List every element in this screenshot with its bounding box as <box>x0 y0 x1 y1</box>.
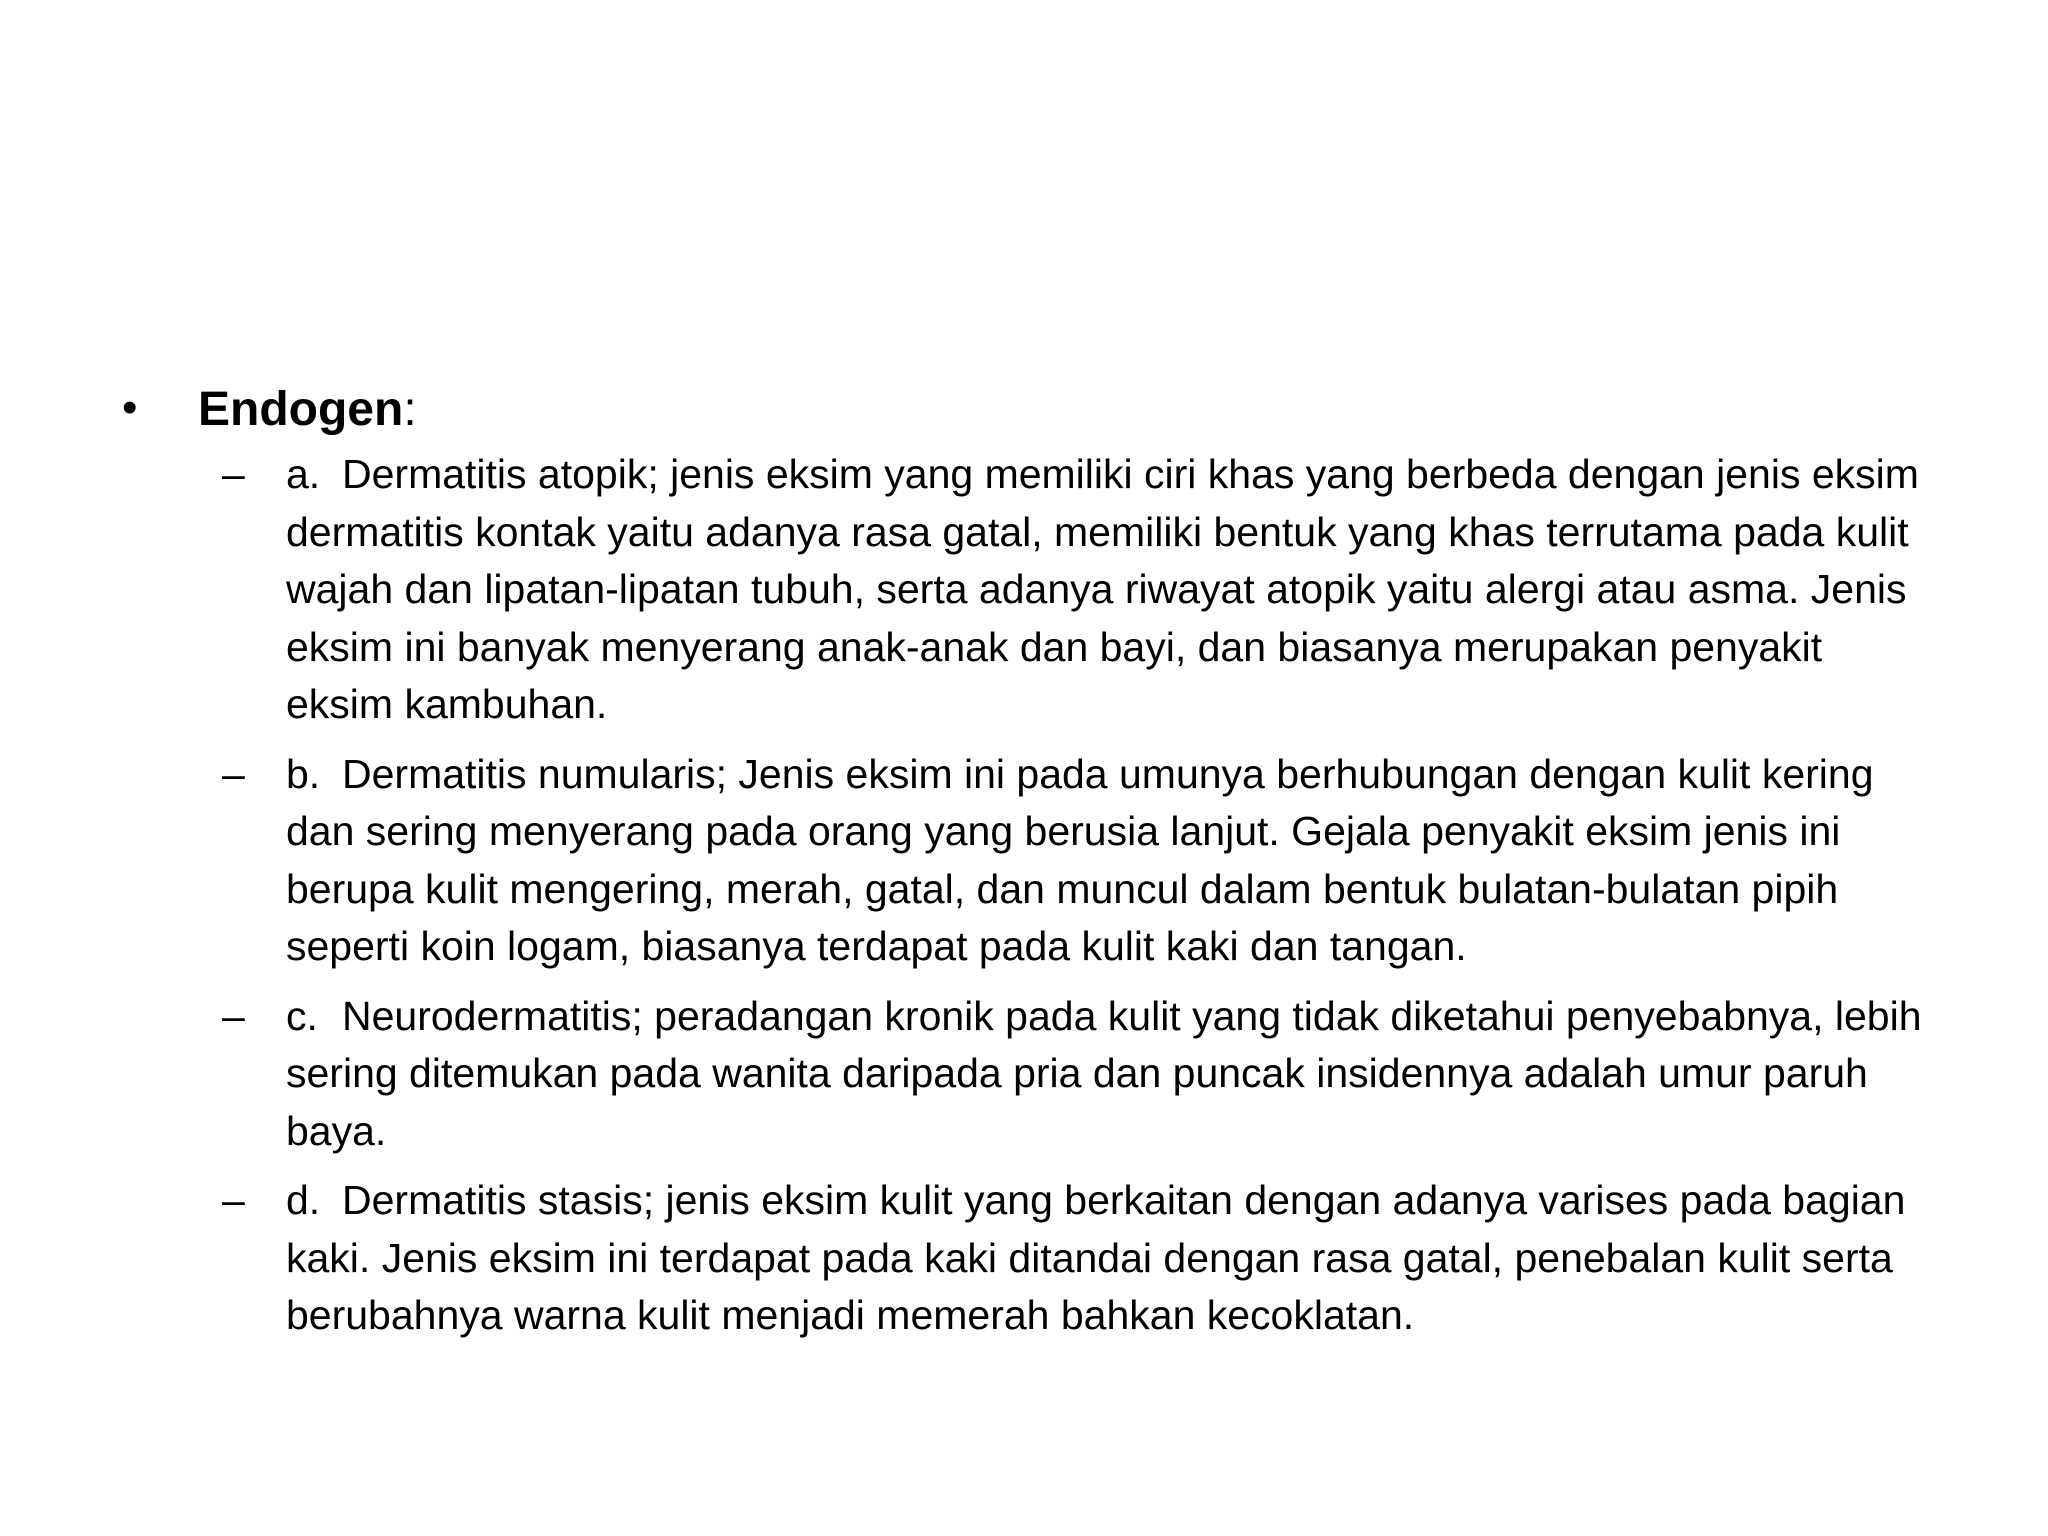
heading-bullet-item <box>120 378 1950 442</box>
heading-title: Endogen <box>198 383 404 436</box>
item-letter: d. <box>286 1177 321 1223</box>
sub-bullet-list <box>120 446 1950 1345</box>
list-item-a <box>120 446 1950 734</box>
item-letter: a. <box>286 451 321 497</box>
slide-content <box>120 378 1950 1361</box>
bullet-icon: • <box>122 383 138 432</box>
item-text: Dermatitis atopik; jenis eksim yang memiliki ciri khas yang berbeda dengan jenis eksim dermatitis kontak yaitu adanya rasa gatal, memiliki bentuk yang khas terrutama pada kulit wajah dan lipatan-lipatan tubuh, serta adanya riwayat atopik yaitu alergi atau asma. Jenis eksim ini banyak menyerang anak-anak dan bayi, dan biasanya merupakan penyakit eksim kambuhan. <box>286 451 1919 727</box>
dash-icon: – <box>222 451 245 497</box>
item-text: Dermatitis stasis; jenis eksim kulit yang berkaitan dengan adanya varises pada bagian kaki. Jenis eksim ini terdapat pada kaki ditandai dengan rasa gatal, penebalan kulit serta berubahnya warna kulit menjadi memerah bahkan kecoklatan. <box>286 1177 1906 1338</box>
list-item-d <box>120 1172 1950 1345</box>
dash-icon: – <box>222 1177 245 1223</box>
list-item-b <box>120 746 1950 976</box>
item-letter: c. <box>286 992 318 1039</box>
dash-icon: – <box>222 750 245 797</box>
item-letter: b. <box>286 750 321 797</box>
dash-icon: – <box>222 992 245 1039</box>
list-item-c <box>120 988 1950 1161</box>
item-text: Dermatitis numularis; Jenis eksim ini pada umunya berhubungan dengan kulit kering dan sering menyerang pada orang yang berusia lanjut. Gejala penyakit eksim jenis ini berupa kulit mengering, merah, gatal, dan muncul dalam bentuk bulatan-bulatan pipih seperti koin logam, biasanya terdapat pada kulit kaki dan tangan. <box>286 750 1874 969</box>
heading-suffix: : <box>403 383 417 436</box>
item-text: Neurodermatitis; peradangan kronik pada kulit yang tidak diketahui penyebabnya, lebih sering ditemukan pada wanita daripada pria dan puncak insidennya adalah umur paruh baya. <box>286 992 1922 1154</box>
